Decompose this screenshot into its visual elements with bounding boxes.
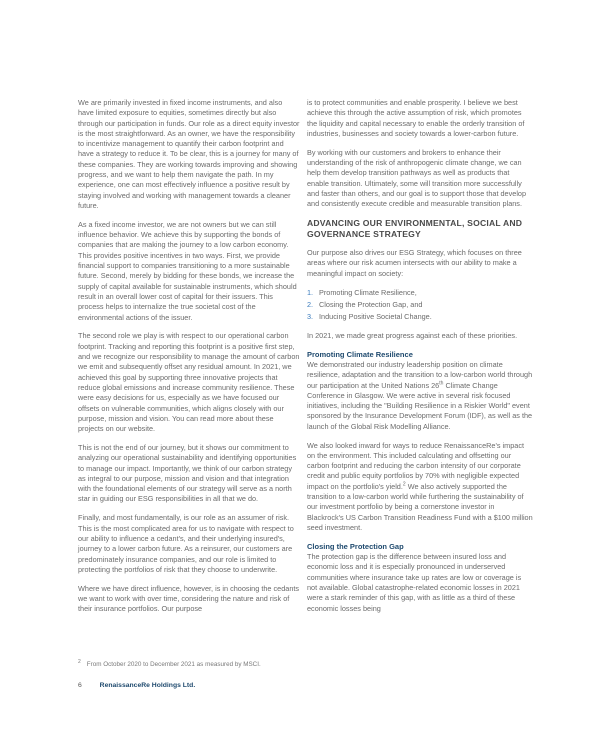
footnote-text: From October 2020 to December 2021 as measured by MSCI. [86, 661, 261, 668]
paragraph: We are primarily invested in fixed income instruments, and also have limited exposure to equities, sometimes directly but also through our participation in funds. Our role as a direct equity investor is the most straightforward. As an owner, we have the responsibility to incentivize management to quantify their carbon footprint and have a strategy to reduce it. To be clear, this is a journey for many of these companies. They are working towards improving and showing progress, and we want to help them navigate the path. In my experience, one can most effectively influence a positive result by staying involved and working with management towards a cleaner future. [78, 98, 300, 210]
page-footer [78, 682, 195, 689]
list-item [307, 300, 533, 310]
footnote-marker: 2 [78, 658, 81, 665]
list-number: 2. [307, 299, 314, 309]
paragraph: is to protect communities and enable prosperity. I believe we best achieve this through the active assumption of risk, which promotes the liquidity and capital necessary to enable the orderly transition of industries, businesses and society towards a lower-carbon future. [307, 98, 525, 138]
text-run: Climate Change Conference in Glasgow. We were active in several risk focused initiatives, including the "Building Resilience in a Riskier World" event sponsored by the Insurance Development Forum (IDF), as well as the launch of the Global Risk Modelling Alliance. [307, 380, 533, 431]
company-name: RenaissanceRe Holdings Ltd. [99, 682, 196, 689]
subheading-protection-gap: Closing the Protection Gap [307, 541, 404, 551]
page-number: 6 [78, 682, 82, 689]
priorities-list [307, 288, 533, 322]
paragraph [307, 441, 533, 534]
list-text: Inducing Positive Societal Change. [319, 311, 432, 321]
list-text: Closing the Protection Gap, and [319, 299, 423, 309]
section-heading: ADVANCING OUR ENVIRONMENTAL, SOCIAL AND GOVERNANCE STRATEGY [307, 218, 523, 240]
footnote-reference: 2 [402, 481, 406, 488]
paragraph: The second role we play is with respect to our operational carbon footprint. Tracking and reporting this footprint is a positive first step, and we recognize our responsibility to manage the amount of carbon we emit and subsequently offset any residual amount. In 2021, we achieved this goal by supporting three innovative projects that reduce global emissions and increase community resilience. These were easy decisions for us, especially as we have focused our offsets on vulnerable communities, which aligns closely with our purpose, mission and vision. You can read more about these projects on our website. [78, 331, 300, 434]
footnote [78, 658, 261, 668]
paragraph [307, 360, 533, 432]
superscript: th [439, 380, 444, 387]
text-run: We also actively supported the transition to a low-carbon world while furthering the sustainability of our investment portfolio by being a cornerstone investor in Blackrock's US Carbon Transition Readiness Fund with a $100 million seed investment. [307, 481, 533, 532]
paragraph: The protection gap is the difference between insured loss and economic loss and it is especially pronounced in underserved communities where insurance take up rates are low or coverage is not available. Global catastrophe-related economic losses in 2021 were a stark reminder of this gap, with as little as a third of these economic losses being [307, 552, 522, 613]
paragraph: Finally, and most fundamentally, is our role as an assumer of risk. This is the most complicated area for us to navigate with respect to our ability to influence a cedant's, and their underlying insured's, journey to a lower carbon future. As a reinsurer, our customers are predominately insurance companies, and our role is limited to protecting the portfolios of risk that they choose to underwrite. [78, 513, 294, 574]
progress-text: In 2021, we made great progress against each of these priorities. [307, 330, 518, 340]
list-number: 1. [307, 287, 314, 297]
list-item [307, 312, 533, 322]
right-column [307, 98, 533, 623]
paragraph: By working with our customers and brokers to enhance their understanding of the risk of anthropogenic climate change, we can help them develop transition pathways as well as products that enable transition. Ultimately, some will transition more successfully and faster than others, and our goal is to support those that develop and consistently execute credible and measurable transition plans. [307, 147, 527, 209]
paragraph: Where we have direct influence, however, is in choosing the cedants we want to work with over time, considering the nature and risk of their insurance portfolios. Our purpose [78, 583, 300, 614]
list-item [307, 288, 533, 298]
text-run: We demonstrated our industry leadership position on climate resilience, adaptation and the transition to a low-carbon world through our participation at the United Nations 26 [307, 359, 533, 390]
paragraph: This is not the end of our journey, but it shows our commitment to analyzing our operational sustainability and identifying opportunities to manage our impact. Importantly, we think of our carbon strategy as integral to our purpose, mission and vision and that integration with the foundational elements of our strategy will serve as a north star in guiding our ESG responsibilities in all that we do. [78, 442, 297, 504]
list-text: Promoting Climate Resilience, [319, 287, 417, 297]
subheading-climate-resilience: Promoting Climate Resilience [307, 349, 413, 359]
paragraph: As a fixed income investor, we are not owners but we can still influence behavior. We achieve this by supporting the bonds of companies that are making the journey to a low carbon economy. This provides positive incentives in two ways. First, we provide financial support to companies transitioning to a more sustainable future. Second, merely by bidding for these bonds, we increase the supply of capital available for sustainable instruments, which should result in an overall lower cost of capital for their issuers. This process helps to internalize the true societal cost of the environmental actions of the issuer. [78, 219, 297, 322]
left-column [78, 98, 300, 623]
list-number: 3. [307, 311, 314, 321]
section-intro: Our purpose also drives our ESG Strategy, which focuses on three areas where our risk acumen intersects with our ability to make a meaningful impact on society: [307, 248, 522, 278]
text-run: We also looked inward for ways to reduce RenaissanceRe's impact on the environment. This included calculating and offsetting our carbon footprint and reducing the carbon intensity of our corporate credit and public equity portfolios by 70% with negligible expected impact on the portfolio's yield. [307, 440, 525, 491]
